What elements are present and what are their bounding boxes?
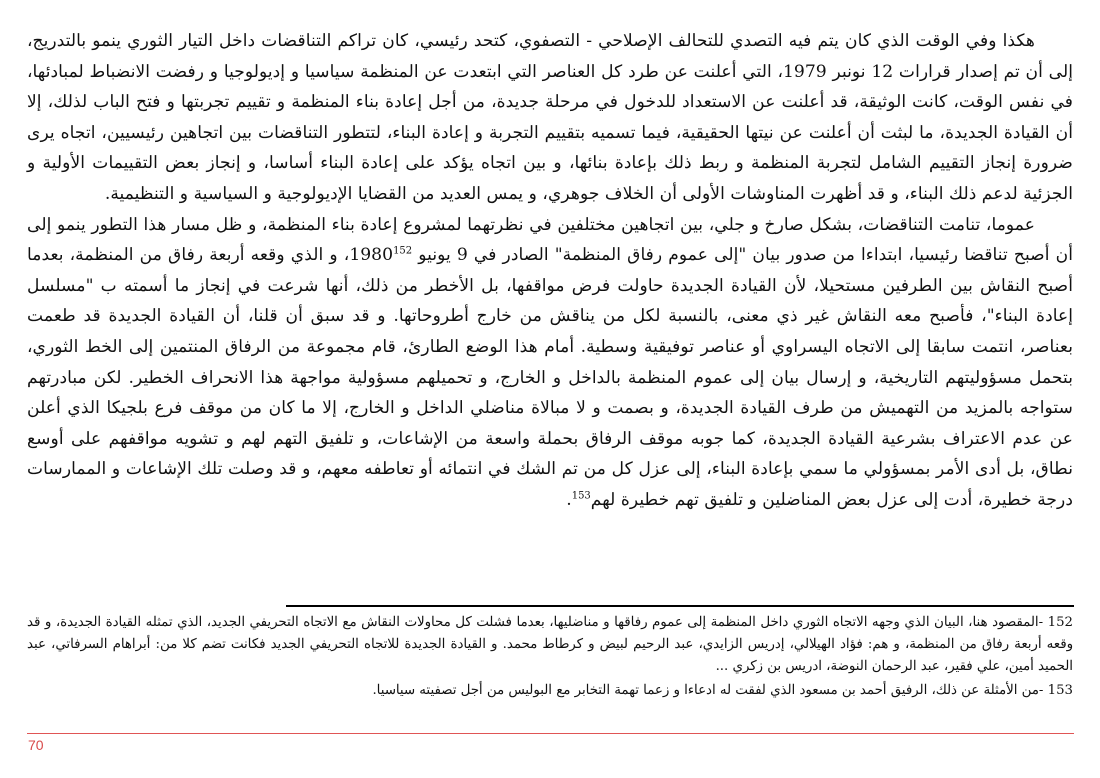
paragraph-2-tail: . (566, 489, 572, 510)
paragraph-2 (27, 210, 1073, 516)
paragraph-1-text: هكذا وفي الوقت الذي كان يتم فيه التصدي للتحالف الإصلاحي - التصفوي، كتحد رئيسي، كان تراكم التناقضات داخل التيار الثوري ينمو بالتدريج، إلى أن تم إصدار قرارات 12 نونبر 1979، التي أعلنت عن طرد كل العناصر التي ابتعدت عن المنظمة سياسيا و إديولوجيا و رفضت الانضباط لمبادئها، في نفس الوقت، كانت الوثيقة، قد أعلنت عن الاستعداد للدخول في مرحلة جديدة، من أجل إعادة بناء المنظمة و تقييم تجربتها و فتح الباب لذلك، إلا أن القيادة الجديدة، ما لبثت أن أعلنت عن نيتها الحقيقية، فيما تسميه بتقييم التجربة و إعادة البناء، لتتطور التناقضات بين اتجاهين رئيسيين، اتجاه يرى ضرورة إنجاز التقييم الشامل لتجربة المنظمة و ربط ذلك بإعادة بنائها، و بين اتجاه يؤكد على إعادة البناء أساسا، و إنجاز بعض التقييمات الأولية و الجزئية لدعم ذلك البناء، و قد أظهرت المناوشات الأولى أن الخلاف جوهري، و يمس العديد من القضايا الإديولوجية و السياسية و التنظيمية. (27, 31, 1073, 204)
paragraph-2-text-end: ، و الذي وقعه أربعة رفاق من المنظمة، بعدما أصبح النقاش بين الطرفين مستحيلا، لأن القيادة الجديدة حاولت فرض مواقفها، بل الأخطر من ذلك، أنها شرعت في إنجاز ما أسمته ب "مسلسل إعادة البناء"، فأصبح معه النقاش غير ذي معنى، بالنسبة لكل من يناقش من خارج أطروحاتها. و قد سبق أن قلنا، أن القيادة الجديدة قد طعمت بعناصر، انتمت سابقا إلى الاتجاه اليسراوي أو عناصر توفيقية وسطية. أمام هذا الوضع الطارئ، قام مجموعة من الرفاق المنتمين إلى الخط الثوري، بتحمل مسؤوليتهم التاريخية، و إرسال بيان إلى عموم المنظمة بالداخل و الخارج، و تحميلهم مسؤولية مواجهة هذا الانحراف الخطير. لكن مبادرتهم ستواجه بالمزيد من التهميش من طرف القيادة الجديدة، و بصمت و لا مبالاة مناضلي الداخل و الخارج، إلا ما كان من موقف فرع بلجيكا الذي أعلن عن عدم الاعتراف بشرعية القيادة الجديدة، كما جوبه موقف الرفاق بحملة واسعة من الإشاعات، و تلفيق التهم لهم و تشويه مواقفهم على أوسع نطاق، بل أدى الأمر بمسؤولي ما سمي بإعادة البناء، إلى عزل كل من تم الشك في انتمائه أو تعاطفه معهم، و قد وصلت تلك الإشاعات و الممارسات درجة خطيرة، أدت إلى عزل بعض المناضلين و تلفيق تهم خطيرة لهم (27, 245, 1073, 510)
footnote-153: 153 -من الأمثلة عن ذلك، الرفيق أحمد بن مسعود الذي لفقت له ادعاءا و زعما تهمة التخابر مع البوليس من أجل تصفيته سياسيا. (372, 683, 1073, 698)
footnote-152: 152 -المقصود هنا، البيان الذي وجهه الاتجاه الثوري داخل المنظمة إلى عموم رفاقها و مناضليها، بعدما فشلت كل محاولات النقاش مع الاتجاه التحريفي الجديد، الذي تمثله القيادة الجديدة، و قد وقعه أربعة رفاق من المنظمة، و هم: فؤاد الهيلالي، إدريس الزايدي، عبد الرحيم لبيض و كرطاط محمد. و القيادة الجديدة للاتجاه التحريفي الجديد فكانت تضم كلا من: أبراهام السرفاتي، عبد الحميد أمين، علي فقير، عبد الرحمان النوضة، ادريس بن زكري ... (27, 615, 1073, 674)
footnote-ref-153[interactable]: 153 (571, 490, 591, 502)
footnote-ref-152[interactable]: 152 (393, 245, 413, 257)
footnotes (27, 612, 1073, 704)
footnote-separator (286, 605, 1074, 607)
paragraph-2-text-start: عموما، تنامت التناقضات، بشكل صارخ و جلي، بين اتجاهين مختلفين في نظرتهما لمشروع إعادة بناء المنظمة، و ظل مسار هذا التطور ينمو إلى أن أصبح تناقضا رئيسيا، ابتداءا من صدور بيان "إلى عموم رفاق المنظمة" الصادر في 9 يونيو 1980 (27, 214, 1073, 266)
page-footer-rule (27, 733, 1074, 734)
body-text (27, 26, 1073, 516)
page-number: 70 (28, 737, 44, 753)
paragraph-1 (27, 26, 1073, 210)
